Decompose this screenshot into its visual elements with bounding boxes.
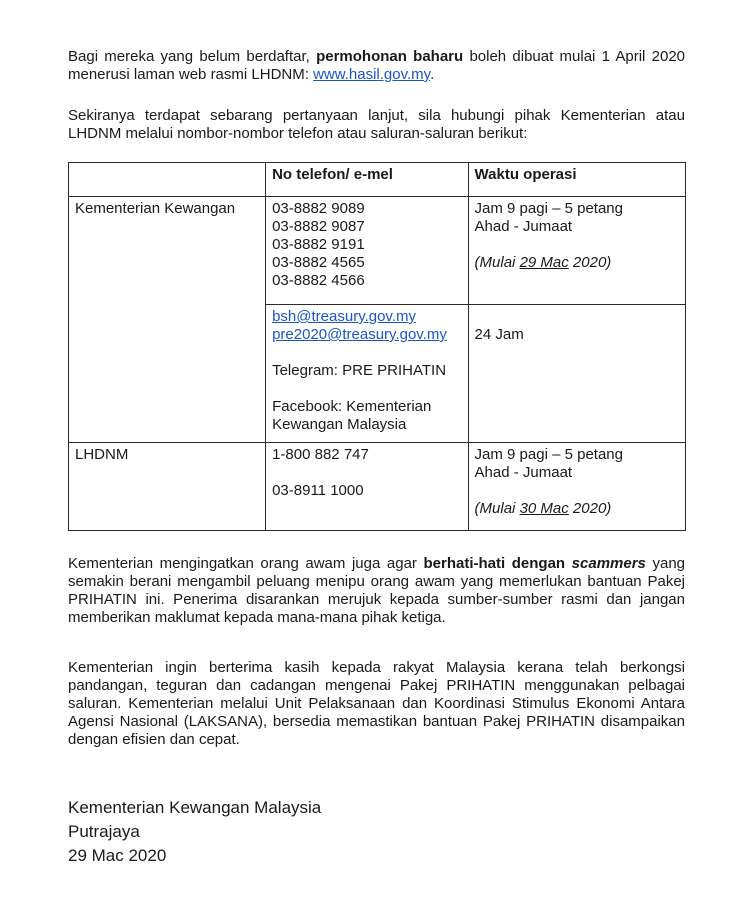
hours-cell xyxy=(468,197,685,305)
start-date: 30 Mac xyxy=(519,500,569,517)
start-date-note xyxy=(475,254,679,272)
table-header-row xyxy=(69,163,686,197)
start-date-suffix: 2020) xyxy=(568,500,612,517)
contacts-table xyxy=(68,162,686,531)
start-date-prefix: (Mulai xyxy=(474,254,520,271)
hours-cell xyxy=(468,443,685,531)
warning-text: Kementerian mengingatkan orang awam juga agar xyxy=(68,555,424,572)
warning-line: semakin berani mengambil peluang menipu orang awam yang memerlukan bantuan Pakej xyxy=(68,573,685,590)
start-date: 29 Mac xyxy=(519,254,569,271)
lhdnm-website-link[interactable]: www.hasil.gov.my xyxy=(313,66,431,83)
table-row xyxy=(69,443,686,531)
intro-text: Bagi mereka yang belum berdaftar, xyxy=(68,48,317,65)
phone-number: 03-8882 9191 xyxy=(272,236,365,253)
scammers-emphasis: scammers xyxy=(571,555,646,572)
phone-number: 1-800 882 747 xyxy=(272,446,369,463)
signature-place: Putrajaya xyxy=(68,822,140,841)
intro-paragraph xyxy=(68,48,685,84)
phone-number: 03-8882 9087 xyxy=(272,218,365,235)
agency-name: LHDNM xyxy=(75,446,129,463)
operating-hours-24h: 24 Jam xyxy=(474,326,524,343)
agency-cell xyxy=(69,197,266,443)
agency-cell xyxy=(69,443,266,531)
phone-cell xyxy=(266,443,468,531)
table-header-hours: Waktu operasi xyxy=(468,163,685,197)
thanks-line: Agensi Nasional (LAKSANA), bersedia memastikan bantuan Pakej PRIHATIN disampaikan xyxy=(68,713,685,730)
phone-number: 03-8882 9089 xyxy=(272,200,365,217)
phone-number: 03-8882 4566 xyxy=(272,272,365,289)
agency-name: Kementerian Kewangan xyxy=(75,200,236,217)
warning-emphasis: berhati-hati dengan xyxy=(423,555,572,572)
intro-text: menerusi laman web rasmi LHDNM: xyxy=(68,66,314,83)
signature-organization: Kementerian Kewangan Malaysia xyxy=(68,798,322,817)
contact-intro-line: LHDNM melalui nombor-nombor telefon atau saluran-saluran berikut: xyxy=(68,125,528,142)
contact-intro-paragraph xyxy=(68,107,685,143)
thanks-paragraph xyxy=(68,659,685,749)
email-link-pre2020[interactable]: pre2020@treasury.gov.my xyxy=(272,326,447,343)
thanks-line: pandangan, teguran dan cadangan mengenai Pakej PRIHATIN menggunakan pelbagai xyxy=(68,677,685,694)
thanks-line: saluran. Kementerian melalui Unit Pelaksanaan dan Koordinasi Stimulus Ekonomi Antara xyxy=(68,695,685,712)
signature-block xyxy=(68,796,321,868)
table-row xyxy=(69,197,686,305)
warning-text: yang xyxy=(645,555,686,572)
warning-line: PRIHATIN ini. Penerima disarankan merujuk kepada sumber-sumber rasmi dan jangan xyxy=(68,591,685,608)
facebook-channel: Facebook: Kementerian xyxy=(272,398,432,415)
table-header-blank xyxy=(69,163,266,197)
thanks-line: dengan efisien dan cepat. xyxy=(68,731,240,748)
online-channels-cell xyxy=(266,305,468,443)
operating-days: Ahad - Jumaat xyxy=(474,464,573,481)
intro-text: . xyxy=(430,66,435,83)
phone-number: 03-8911 1000 xyxy=(272,482,364,499)
facebook-channel-name: Kewangan Malaysia xyxy=(272,416,407,433)
operating-hours: Jam 9 pagi – 5 petang xyxy=(474,200,623,217)
start-date-suffix: 2020) xyxy=(568,254,612,271)
new-application-emphasis: permohonan baharu xyxy=(316,48,464,65)
phone-number: 03-8882 4565 xyxy=(272,254,365,271)
start-date-prefix: (Mulai xyxy=(474,500,520,517)
phone-cell xyxy=(266,197,468,305)
telegram-channel: Telegram: PRE PRIHATIN xyxy=(272,362,447,379)
scam-warning-paragraph xyxy=(68,555,685,627)
table-header-contact: No telefon/ e-mel xyxy=(266,163,468,197)
warning-line: memberikan maklumat kepada mana-mana pihak ketiga. xyxy=(68,609,446,626)
operating-days: Ahad - Jumaat xyxy=(474,218,573,235)
intro-text: boleh dibuat mulai 1 April 2020 xyxy=(463,48,686,65)
email-link-bsh[interactable]: bsh@treasury.gov.my xyxy=(272,308,416,325)
start-date-note xyxy=(475,500,679,518)
thanks-line: Kementerian ingin berterima kasih kepada rakyat Malaysia kerana telah berkongsi xyxy=(68,659,685,676)
contact-intro-line: Sekiranya terdapat sebarang pertanyaan lanjut, sila hubungi pihak Kementerian atau xyxy=(68,107,685,124)
operating-hours: Jam 9 pagi – 5 petang xyxy=(474,446,623,463)
signature-date: 29 Mac 2020 xyxy=(68,846,167,865)
hours-cell xyxy=(468,305,685,443)
